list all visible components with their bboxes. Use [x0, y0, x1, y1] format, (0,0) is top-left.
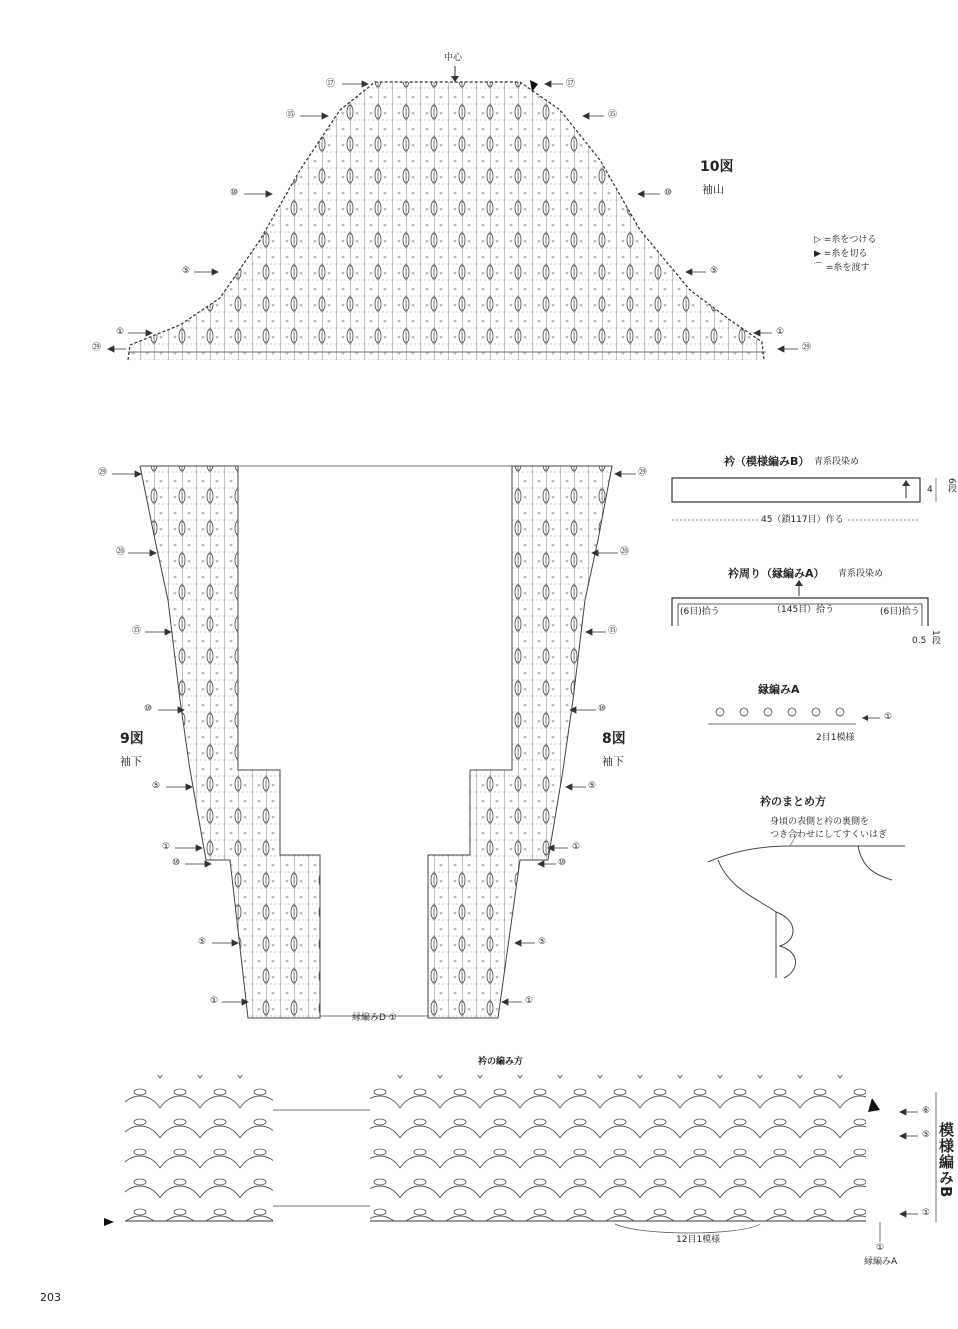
- collar-edge-rows: 1段: [930, 630, 940, 645]
- legend-cut: ▶ =糸を切る: [814, 249, 868, 259]
- row-label-29-right: ㉙: [802, 343, 812, 353]
- row-label-1-left: ①: [116, 327, 125, 337]
- fig10-subtitle: 袖山: [702, 183, 724, 196]
- collar-width-label: 45（鎖117目）作る: [758, 516, 847, 525]
- cut-thread-icon: [104, 1218, 114, 1226]
- collar-edge-schematic: [672, 580, 928, 626]
- fig8-row-1b: ①: [525, 996, 534, 1006]
- finishing-note-2: つき合わせにしてすくいはぎ: [770, 830, 888, 840]
- collar-edge-center-pick: （145目）拾う: [772, 605, 835, 615]
- center-label: 中心: [444, 53, 463, 63]
- row-label-5-left: ⑤: [182, 266, 191, 276]
- page-number: 203: [40, 1291, 61, 1304]
- collar-title: 衿（模様編みB）: [724, 455, 810, 468]
- fig9-row-1: ①: [162, 842, 171, 852]
- fig8-row-15: ⑮: [608, 626, 618, 636]
- collar-note: 青系段染め: [814, 457, 860, 467]
- collar-edge-note: 青系段染め: [838, 569, 884, 579]
- legend-attach: ▷ =糸をつける: [814, 235, 877, 245]
- fig8-row-29: ㉙: [638, 468, 648, 478]
- row-label-17-right: ⑰: [566, 79, 576, 89]
- edging-a-chart: [708, 708, 880, 724]
- collar-edge-height: 0.5: [912, 636, 927, 646]
- row-label-17-left: ⑰: [326, 79, 336, 89]
- fig9-row-20: ⑳: [116, 547, 126, 557]
- fig8-row-5b: ⑤: [538, 937, 547, 947]
- edging-a-row: ①: [884, 712, 893, 722]
- edging-a-repeat: 2目1模様: [816, 733, 855, 743]
- fig8-title: 8図: [602, 731, 626, 747]
- fig8-row-10b: ⑩: [558, 858, 567, 868]
- fig8-row-20: ⑳: [620, 547, 630, 557]
- fig9-title: 9図: [120, 731, 144, 747]
- collar-pattern-row-1: ①: [922, 1208, 931, 1218]
- finishing-title: 衿のまとめ方: [760, 795, 826, 808]
- collar-edge-title: 衿周り（縁編みA）: [728, 567, 825, 580]
- fig9-row-5: ⑤: [152, 781, 161, 791]
- collar-edge-right-pick: (6目)拾う: [880, 607, 920, 617]
- finishing-sketch: [708, 832, 905, 978]
- fig9-subtitle: 袖下: [120, 755, 142, 768]
- row-label-5-right: ⑤: [710, 266, 719, 276]
- row-label-10-left: ⑩: [230, 188, 239, 198]
- legend-carry: ⌒ =糸を渡す: [814, 263, 870, 273]
- sleeve-under-chart-9: [130, 460, 330, 1030]
- row-label-1-right: ①: [776, 327, 785, 337]
- fig8-subtitle: 袖下: [602, 755, 624, 768]
- fig9-row-29: ㉙: [98, 468, 108, 478]
- collar-pattern-bottom-row: ①: [876, 1243, 885, 1253]
- collar-pattern-chart: [104, 1075, 936, 1242]
- row-label-10-right: ⑩: [664, 188, 673, 198]
- edging-a-title: 縁編みA: [758, 683, 800, 696]
- fig8-row-5: ⑤: [588, 781, 597, 791]
- fig8-row-1: ①: [572, 842, 581, 852]
- collar-edge-left-pick: (6目)拾う: [680, 607, 720, 617]
- collar-pattern-bottom-label: 縁編みA: [864, 1257, 898, 1267]
- fig9-row-10b: ⑩: [172, 858, 181, 868]
- fig9-row-1b: ①: [210, 996, 219, 1006]
- row-label-15-left: ⑮: [286, 110, 296, 120]
- row-label-15-right: ⑮: [608, 110, 618, 120]
- collar-schematic: [672, 478, 936, 520]
- collar-pattern-row-5: ⑤: [922, 1130, 931, 1140]
- fig9-row-5b: ⑤: [198, 937, 207, 947]
- collar-pattern-row-6: ⑥: [922, 1106, 931, 1116]
- bottom-edge-label: 縁編みD ①: [352, 1013, 397, 1023]
- collar-pattern-title: 衿の編み方: [478, 1057, 524, 1067]
- fig9-row-10: ⑩: [144, 704, 153, 714]
- sleeve-cap-chart: [108, 66, 798, 368]
- collar-height-label: 4: [927, 485, 933, 495]
- fig9-row-15: ⑮: [132, 626, 142, 636]
- row-label-29-left: ㉙: [92, 343, 102, 353]
- collar-pattern-vertical-label: 模様編みB: [937, 1122, 955, 1199]
- collar-pattern-repeat: 12目1模様: [676, 1235, 721, 1245]
- finishing-note-1: 身頃の表側と衿の裏側を: [770, 817, 870, 827]
- fig8-row-10: ⑩: [598, 704, 607, 714]
- collar-rows-label: 6段: [946, 478, 956, 493]
- fig10-title: 10図: [700, 159, 734, 175]
